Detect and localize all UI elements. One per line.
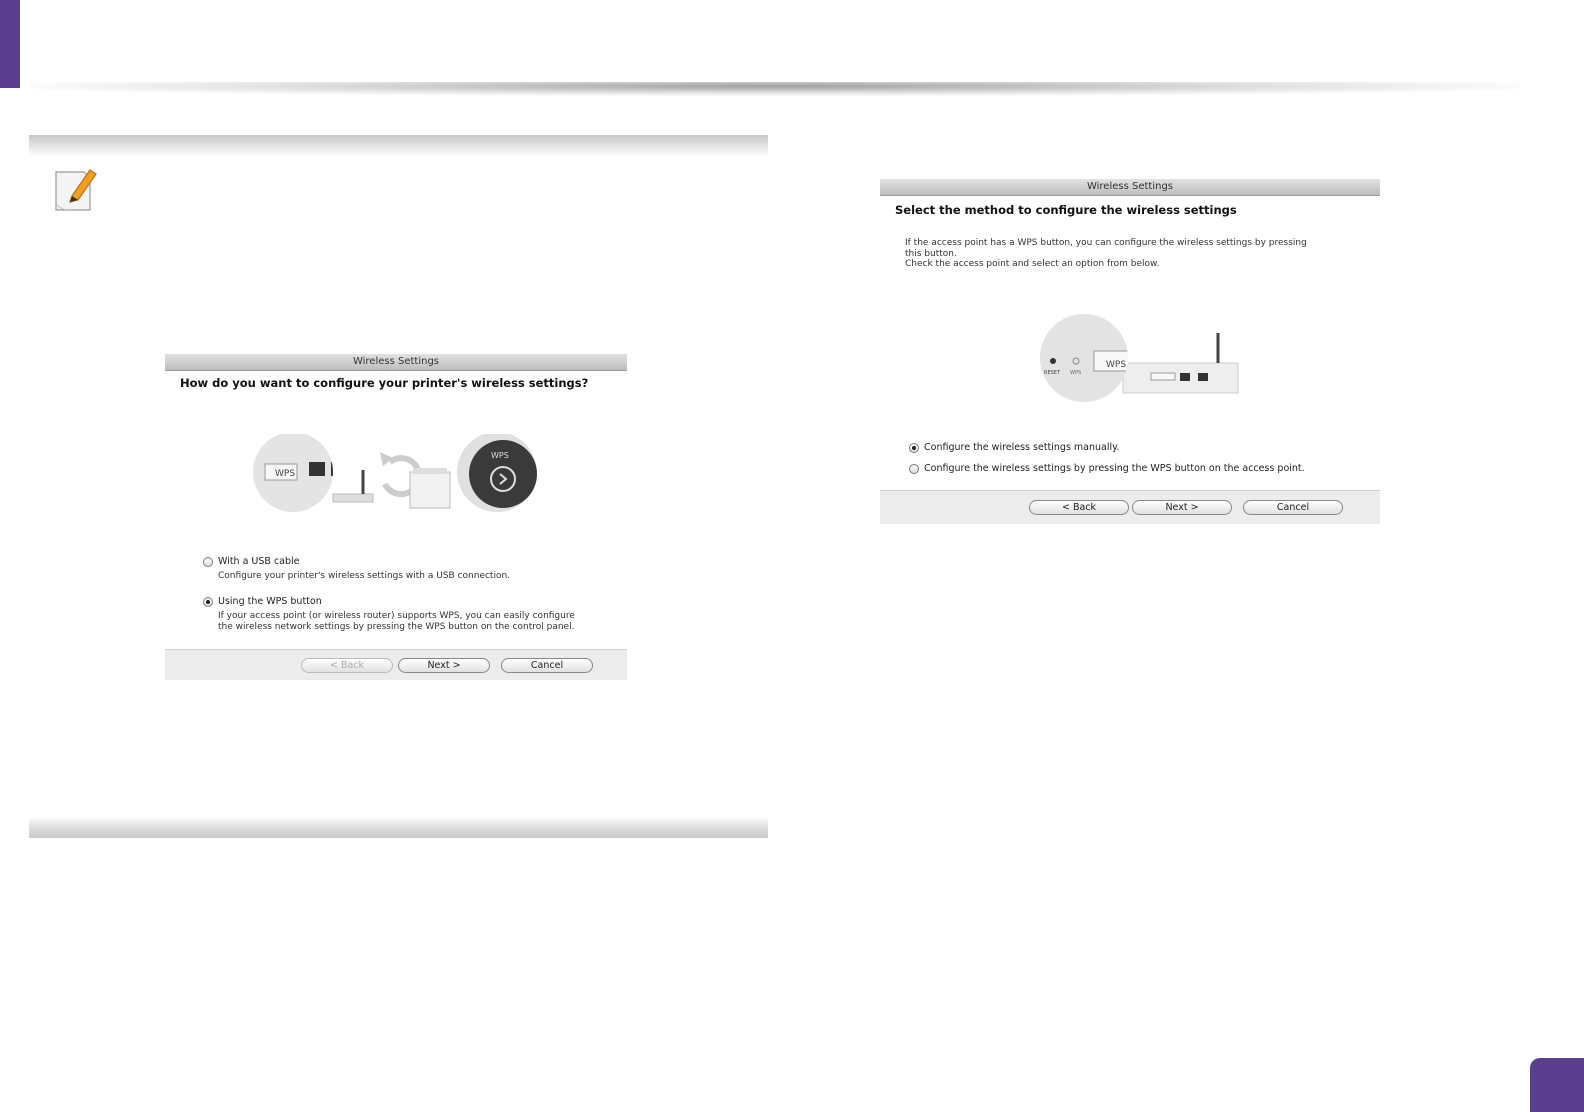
cancel-button[interactable]: Cancel bbox=[1243, 500, 1343, 515]
radio-configure-manually[interactable] bbox=[909, 443, 919, 453]
option-wps-description: If your access point (or wireless router) supports WPS, you can easily configure the wireless network settings by pressing the WPS button on the control panel. bbox=[218, 611, 575, 632]
dialog-heading: Select the method to configure the wireless settings bbox=[895, 203, 1237, 217]
radio-configure-wps[interactable] bbox=[909, 464, 919, 474]
option-usb-label: With a USB cable bbox=[218, 556, 300, 567]
illustration-wps-label: WPS bbox=[275, 469, 296, 479]
dialog-heading: How do you want to configure your printer's wireless settings? bbox=[180, 376, 589, 390]
back-button[interactable]: < Back bbox=[1029, 500, 1129, 515]
chapter-tab bbox=[0, 0, 20, 88]
radio-wps-button[interactable] bbox=[203, 597, 213, 607]
page-number-badge bbox=[1530, 1058, 1584, 1112]
option-wps-button[interactable] bbox=[203, 596, 322, 607]
cancel-button[interactable]: Cancel bbox=[501, 658, 593, 673]
illustration-wps-button-label: WPS bbox=[1106, 360, 1127, 370]
radio-usb-cable[interactable] bbox=[203, 557, 213, 567]
option-configure-wps[interactable] bbox=[909, 463, 1305, 474]
option-usb-cable[interactable] bbox=[203, 556, 300, 567]
dialog-title: Wireless Settings bbox=[165, 354, 627, 371]
option-manual-label: Configure the wireless settings manually. bbox=[924, 442, 1120, 453]
next-button[interactable]: Next > bbox=[398, 658, 490, 673]
option-usb-description: Configure your printer's wireless settings with a USB connection. bbox=[218, 571, 511, 581]
button-bar bbox=[165, 649, 627, 680]
option-configure-manually[interactable] bbox=[909, 442, 1119, 453]
illustration-wps-small-label: WPS bbox=[1070, 370, 1082, 376]
access-point-illustration bbox=[1028, 311, 1248, 406]
option-wps-label: Configure the wireless settings by pressing the WPS button on the access point. bbox=[924, 463, 1305, 474]
next-button[interactable]: Next > bbox=[1132, 500, 1232, 515]
back-button[interactable]: < Back bbox=[301, 658, 393, 673]
dialog-wireless-settings-left bbox=[165, 354, 627, 680]
dialog-intro: If the access point has a WPS button, you can configure the wireless settings by pressing this button. Check the access point and select an option from below. bbox=[905, 238, 1307, 269]
button-bar bbox=[880, 490, 1380, 524]
illustration-wps-badge: WPS bbox=[491, 451, 509, 460]
section-bar-top bbox=[29, 135, 768, 157]
dialog-title: Wireless Settings bbox=[880, 179, 1380, 196]
dialog-wireless-settings-right bbox=[880, 179, 1380, 524]
option-wps-label: Using the WPS button bbox=[218, 596, 322, 607]
header-rule bbox=[30, 82, 1520, 96]
note-pencil-icon bbox=[50, 164, 100, 216]
section-bar-bottom bbox=[29, 816, 768, 838]
illustration-reset-label: RESET bbox=[1044, 370, 1061, 376]
